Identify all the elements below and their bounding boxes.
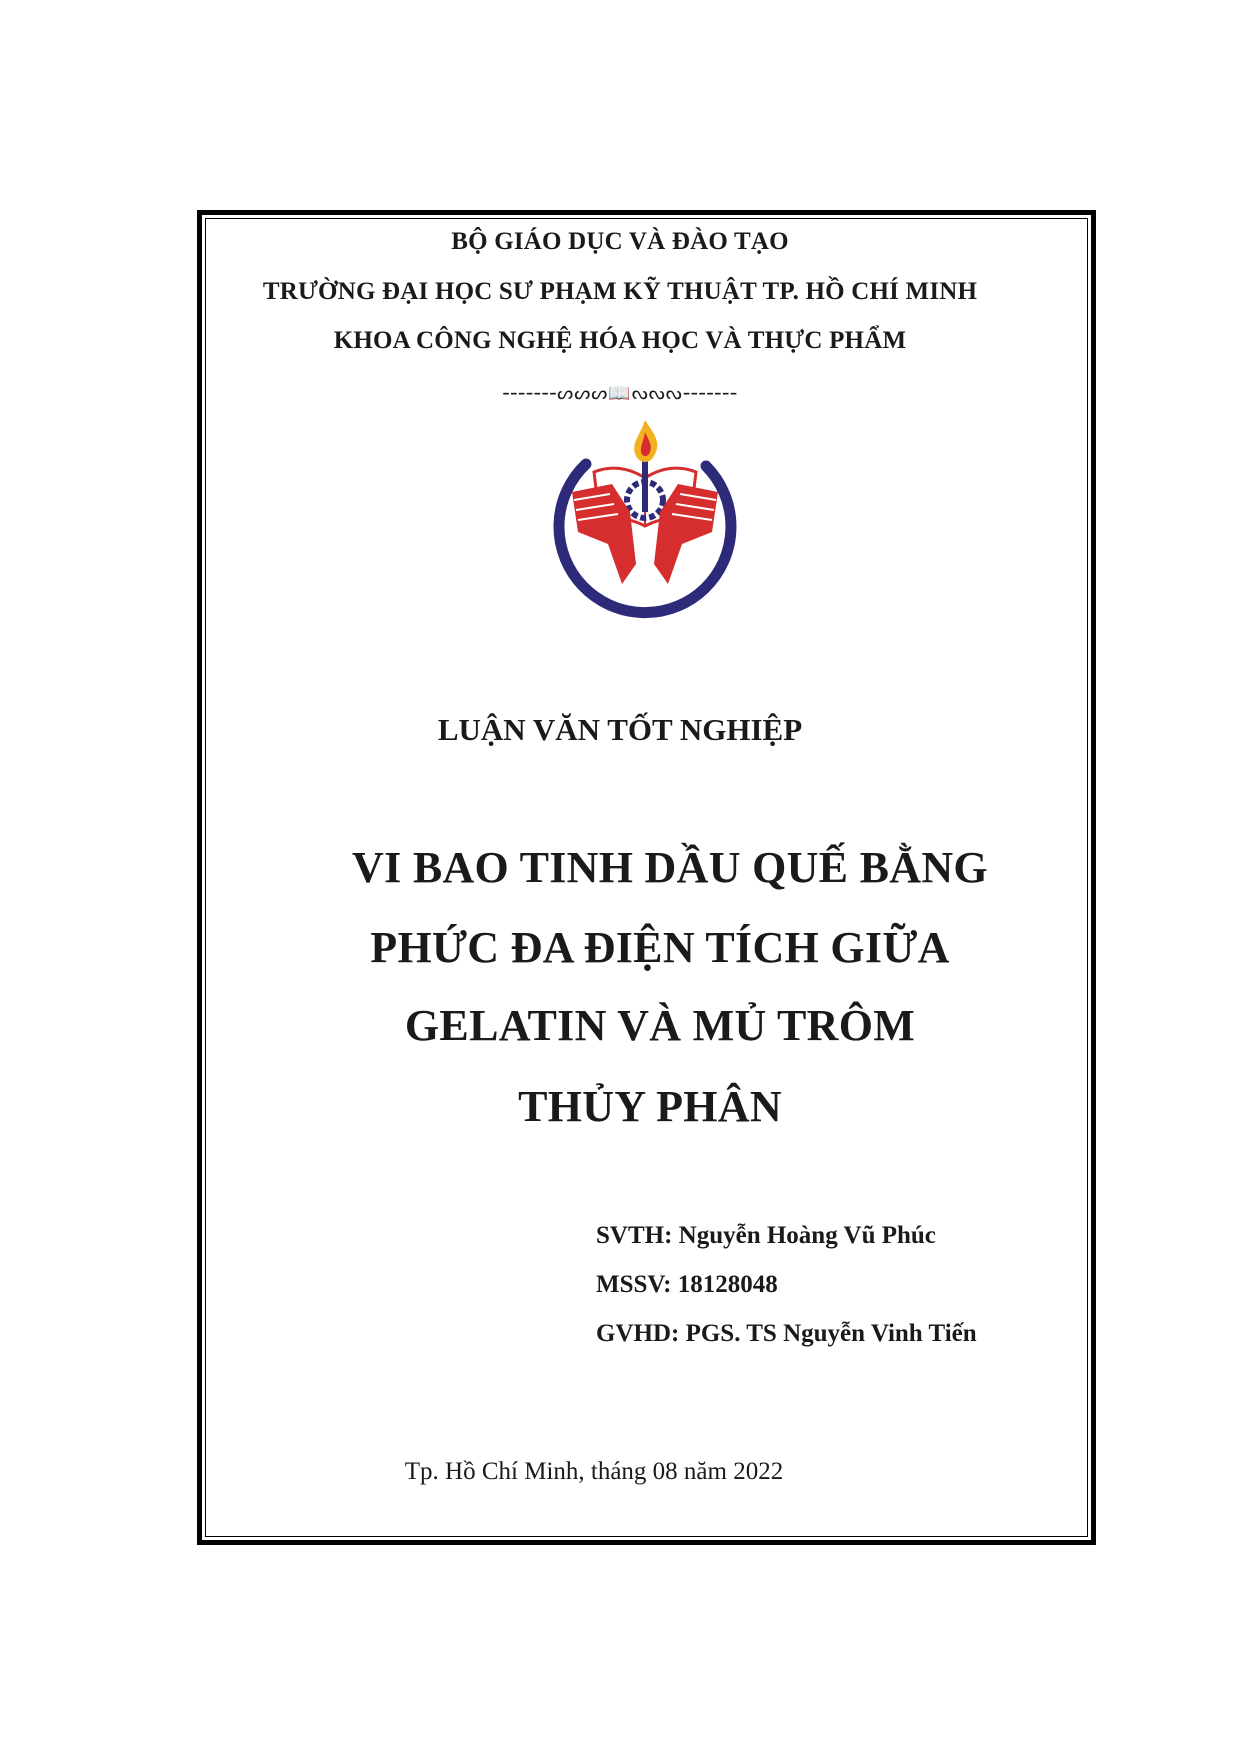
thesis-type-label: LUẬN VĂN TỐT NGHIỆP [437, 712, 803, 747]
thesis-title-line-1: VI BAO TINH DẦU QUẾ BẰNG [352, 843, 988, 892]
thesis-title-line-3: GELATIN VÀ MỦ TRÔM [404, 1001, 916, 1050]
ornament-dashes-left: ------- [502, 379, 558, 404]
student-id: MSSV: 18128048 [596, 1271, 778, 1298]
advisor-name: GVHD: PGS. TS Nguyễn Vinh Tiến [596, 1320, 977, 1347]
ornament-divider [0, 379, 1240, 405]
student-name: SVTH: Nguyễn Hoàng Vũ Phúc [596, 1222, 936, 1249]
ornament-dashes-right: ------- [682, 379, 738, 404]
faculty-heading: KHOA CÔNG NGHỆ HÓA HỌC VÀ THỰC PHẨM [333, 327, 907, 354]
ornament-glyphs: ᔕᔕᔕ📖ᔓᔓᔓ [557, 383, 683, 404]
thesis-title-line-2: PHỨC ĐA ĐIỆN TÍCH GIỮA [370, 923, 950, 972]
ministry-heading: BỘ GIÁO DỤC VÀ ĐÀO TẠO [451, 228, 789, 255]
university-heading: TRƯỜNG ĐẠI HỌC SƯ PHẠM KỸ THUẬT TP. HỒ CHÍ MINH [262, 278, 978, 305]
university-emblem-icon [550, 414, 740, 630]
thesis-title-line-4: THỦY PHÂN [518, 1082, 782, 1131]
place-and-date: Tp. Hồ Chí Minh, tháng 08 năm 2022 [404, 1458, 784, 1485]
